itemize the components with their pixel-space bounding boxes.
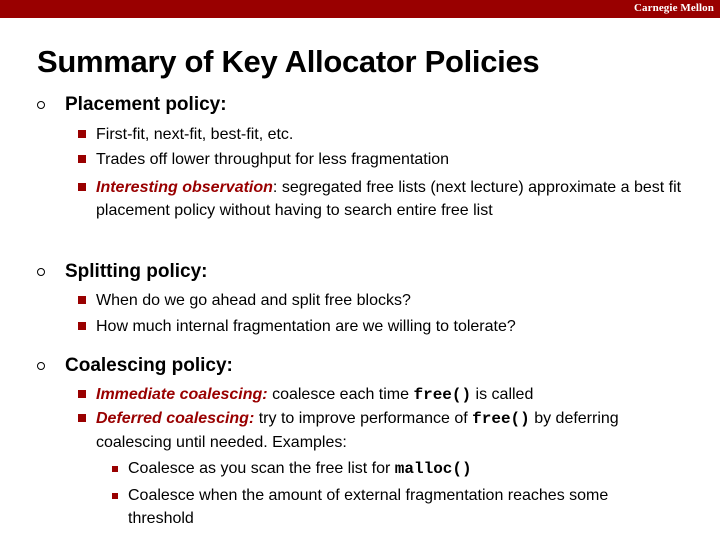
square-bullet-icon — [112, 466, 118, 472]
item-text: Trades off lower throughput for less fragmentation — [96, 151, 450, 168]
emphasis-text: Immediate coalescing: — [96, 386, 268, 403]
square-bullet-icon — [78, 296, 86, 304]
code-text: free() — [472, 410, 530, 428]
hollow-circle-bullet-icon — [37, 101, 45, 109]
item-rest-text: : segregated free lists (next lecture) approximate a best fit placement policy without having to search entire free list — [96, 179, 682, 219]
sub-list-item — [112, 457, 672, 481]
list-item — [78, 315, 688, 338]
item-text: How much internal fragmentation are we willing to tolerate? — [96, 318, 516, 335]
item-pre-text: coalesce each time — [267, 386, 414, 403]
item-text: First-fit, next-fit, best-fit, etc. — [96, 126, 294, 143]
item-text — [96, 383, 688, 407]
item-post-text: is called — [471, 386, 534, 403]
item-text — [128, 457, 672, 481]
hollow-circle-bullet-icon — [37, 268, 45, 276]
section-heading: Splitting policy: — [65, 261, 208, 282]
item-post-text: by deferring coalescing until needed. Examples: — [96, 410, 619, 451]
section-heading: Coalescing policy: — [65, 355, 233, 376]
list-item — [78, 148, 688, 171]
code-text: malloc() — [394, 460, 472, 478]
code-text: free() — [413, 386, 472, 404]
item-pre-text: try to improve performance of — [254, 410, 473, 427]
brand-label: Carnegie Mellon — [633, 2, 714, 14]
emphasis-text: Interesting observation — [96, 179, 273, 196]
emphasis-text: Deferred coalescing: — [96, 410, 255, 427]
list-item — [78, 123, 688, 146]
item-text — [96, 407, 688, 454]
square-bullet-icon — [78, 390, 86, 398]
section-heading: Placement policy: — [65, 94, 227, 115]
item-text — [96, 176, 688, 222]
square-bullet-icon — [78, 130, 86, 138]
square-bullet-icon — [78, 183, 86, 191]
item-pre-text: Coalesce as you scan the free list for — [128, 460, 395, 477]
item-text: When do we go ahead and split free blocks? — [96, 292, 411, 309]
square-bullet-icon — [78, 414, 86, 422]
page-title: Summary of Key Allocator Policies — [37, 44, 540, 79]
item-text: Coalesce when the amount of external fragmentation reaches some threshold — [128, 487, 609, 527]
square-bullet-icon — [112, 493, 118, 499]
list-item — [78, 383, 688, 407]
list-item — [78, 289, 688, 312]
hollow-circle-bullet-icon — [37, 362, 45, 370]
list-item — [78, 407, 688, 454]
square-bullet-icon — [78, 155, 86, 163]
square-bullet-icon — [78, 322, 86, 330]
header-bar — [0, 0, 720, 18]
list-item — [78, 176, 688, 222]
sub-list-item — [112, 484, 672, 530]
